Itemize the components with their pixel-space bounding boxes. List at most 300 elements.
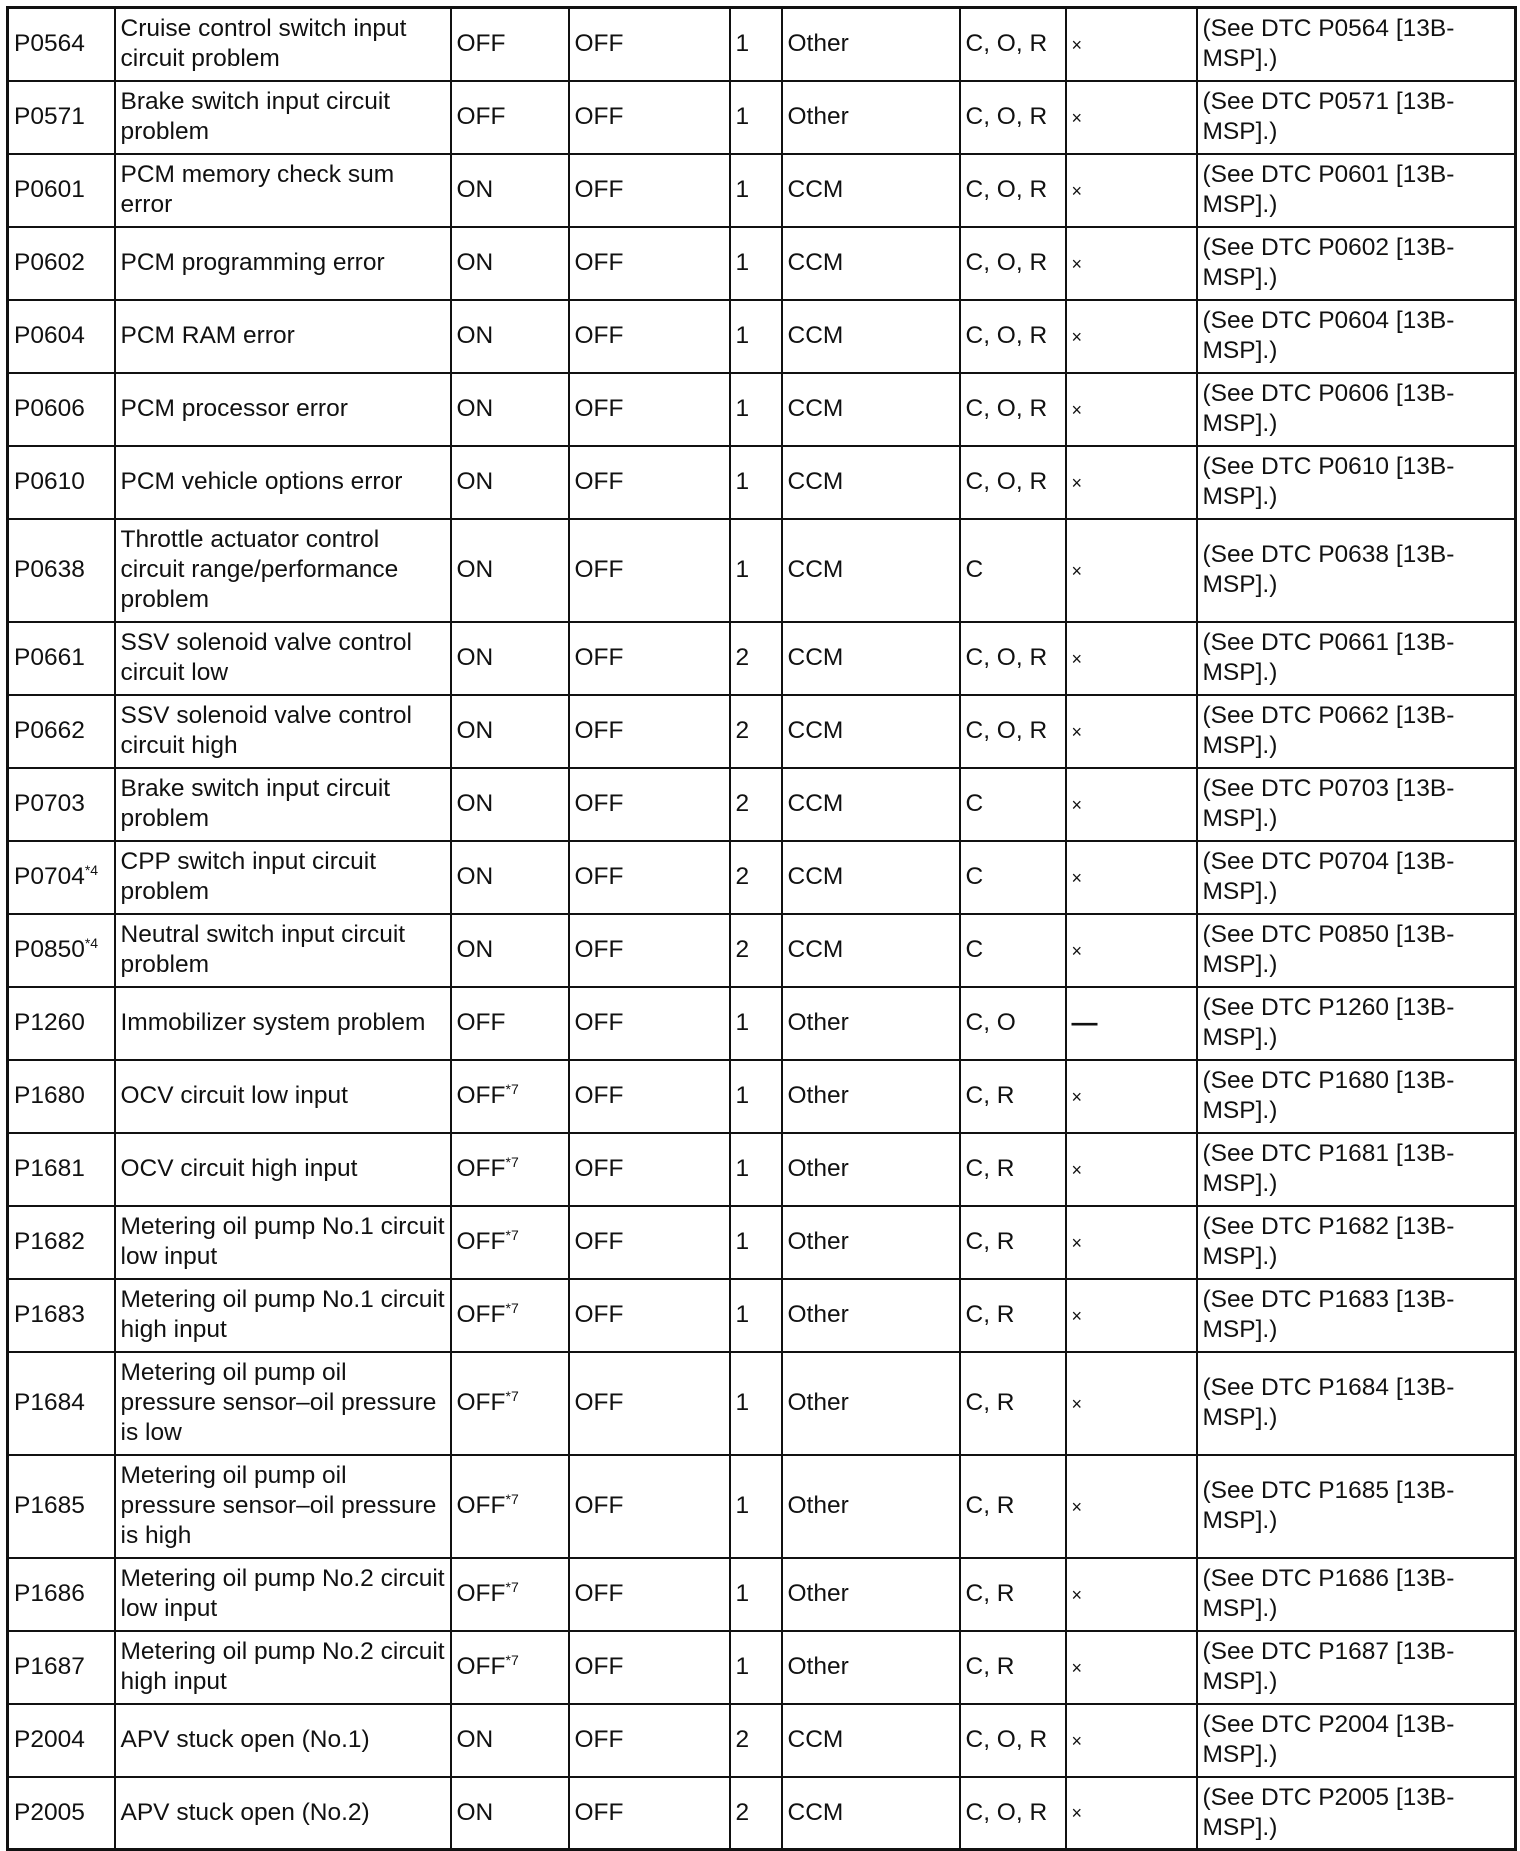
- page-reference: (See DTC P0703 [13B-MSP].): [1197, 768, 1516, 841]
- mil-cell: [451, 1455, 569, 1558]
- dtc-code-cell: [8, 373, 115, 446]
- page-reference: (See DTC P1684 [13B-MSP].): [1197, 1352, 1516, 1455]
- self-test-mark: ×: [1071, 1584, 1083, 1605]
- self-test-cell: [1066, 1558, 1197, 1631]
- self-test-mark: ×: [1071, 940, 1083, 961]
- dtc-code: P0661: [14, 644, 85, 671]
- self-test-mark: ×: [1071, 180, 1083, 201]
- generator-light-value: OFF: [569, 914, 730, 987]
- mil-value: ON: [456, 395, 494, 422]
- self-test-mark: ×: [1071, 1159, 1083, 1180]
- page-reference: (See DTC P0604 [13B-MSP].): [1197, 300, 1516, 373]
- self-test-mark: ×: [1071, 1657, 1083, 1678]
- dtc-memory-value: C: [960, 768, 1066, 841]
- drive-cycle-value: 2: [730, 1704, 782, 1777]
- page-reference: (See DTC P1686 [13B-MSP].): [1197, 1558, 1516, 1631]
- generator-light-value: OFF: [569, 1060, 730, 1133]
- table-row: [8, 1631, 1516, 1704]
- self-test-mark: ×: [1071, 1232, 1083, 1253]
- drive-cycle-value: 1: [730, 8, 782, 81]
- mil-value: OFF: [456, 1580, 506, 1607]
- monitor-item-value: CCM: [782, 300, 960, 373]
- mil-cell: [451, 300, 569, 373]
- generator-light-value: OFF: [569, 1352, 730, 1455]
- mil-footnote: *7: [505, 1387, 519, 1404]
- monitor-item-value: CCM: [782, 695, 960, 768]
- drive-cycle-value: 1: [730, 373, 782, 446]
- monitor-item-value: CCM: [782, 768, 960, 841]
- monitor-item-value: Other: [782, 1279, 960, 1352]
- mil-cell: [451, 154, 569, 227]
- mil-value: OFF: [456, 1009, 506, 1036]
- generator-light-value: OFF: [569, 1206, 730, 1279]
- monitor-item-value: Other: [782, 1558, 960, 1631]
- generator-light-value: OFF: [569, 987, 730, 1060]
- self-test-mark: ×: [1071, 1730, 1083, 1751]
- generator-light-value: OFF: [569, 154, 730, 227]
- dtc-description: APV stuck open (No.2): [115, 1777, 451, 1850]
- monitor-item-value: Other: [782, 1206, 960, 1279]
- dtc-description: SSV solenoid valve control circuit high: [115, 695, 451, 768]
- mil-cell: [451, 1206, 569, 1279]
- dtc-code: P1686: [14, 1580, 85, 1607]
- mil-cell: [451, 987, 569, 1060]
- monitor-item-value: Other: [782, 81, 960, 154]
- mil-value: ON: [456, 644, 494, 671]
- dtc-description: OCV circuit high input: [115, 1133, 451, 1206]
- mil-cell: [451, 227, 569, 300]
- monitor-item-value: CCM: [782, 1704, 960, 1777]
- mil-value: ON: [456, 863, 494, 890]
- dtc-description: Brake switch input circuit problem: [115, 768, 451, 841]
- dtc-code-cell: [8, 695, 115, 768]
- drive-cycle-value: 2: [730, 622, 782, 695]
- dtc-memory-value: C, R: [960, 1455, 1066, 1558]
- generator-light-value: OFF: [569, 1279, 730, 1352]
- mil-value: ON: [456, 1726, 494, 1753]
- self-test-cell: [1066, 300, 1197, 373]
- self-test-cell: [1066, 8, 1197, 81]
- dtc-code: P0610: [14, 468, 85, 495]
- drive-cycle-value: 1: [730, 1206, 782, 1279]
- drive-cycle-value: 1: [730, 1279, 782, 1352]
- table-row: [8, 300, 1516, 373]
- dtc-code-cell: [8, 1704, 115, 1777]
- dtc-description: PCM vehicle options error: [115, 446, 451, 519]
- generator-light-value: OFF: [569, 695, 730, 768]
- page-reference: (See DTC P1681 [13B-MSP].): [1197, 1133, 1516, 1206]
- drive-cycle-value: 2: [730, 768, 782, 841]
- generator-light-value: OFF: [569, 1455, 730, 1558]
- self-test-cell: [1066, 519, 1197, 622]
- table-row: [8, 1060, 1516, 1133]
- page-reference: (See DTC P0602 [13B-MSP].): [1197, 227, 1516, 300]
- dtc-code-cell: [8, 1352, 115, 1455]
- mil-value: OFF: [456, 1228, 506, 1255]
- dtc-code-cell: [8, 914, 115, 987]
- page-reference: (See DTC P0564 [13B-MSP].): [1197, 8, 1516, 81]
- self-test-mark: ×: [1071, 1305, 1083, 1326]
- dtc-description: Brake switch input circuit problem: [115, 81, 451, 154]
- mil-cell: [451, 841, 569, 914]
- dtc-memory-value: C, O, R: [960, 1777, 1066, 1850]
- table-row: [8, 1206, 1516, 1279]
- monitor-item-value: CCM: [782, 446, 960, 519]
- mil-value: ON: [456, 556, 494, 583]
- dtc-code-cell: [8, 841, 115, 914]
- table-row: [8, 622, 1516, 695]
- mil-cell: [451, 1631, 569, 1704]
- dtc-code: P1680: [14, 1082, 85, 1109]
- drive-cycle-value: 1: [730, 987, 782, 1060]
- monitor-item-value: CCM: [782, 154, 960, 227]
- dtc-description: Metering oil pump oil pressure sensor–oil pressure is low: [115, 1352, 451, 1455]
- self-test-mark: ×: [1071, 1496, 1083, 1517]
- mil-value: ON: [456, 249, 494, 276]
- generator-light-value: OFF: [569, 622, 730, 695]
- dtc-memory-value: C, O, R: [960, 1704, 1066, 1777]
- self-test-cell: [1066, 622, 1197, 695]
- dtc-code-cell: [8, 1279, 115, 1352]
- page-reference: (See DTC P1682 [13B-MSP].): [1197, 1206, 1516, 1279]
- mil-cell: [451, 622, 569, 695]
- monitor-item-value: Other: [782, 1631, 960, 1704]
- monitor-item-value: CCM: [782, 373, 960, 446]
- mil-cell: [451, 1279, 569, 1352]
- monitor-item-value: Other: [782, 1060, 960, 1133]
- self-test-cell: [1066, 1206, 1197, 1279]
- mil-footnote: *7: [505, 1080, 519, 1097]
- self-test-cell: [1066, 446, 1197, 519]
- mil-value: OFF: [456, 1155, 506, 1182]
- dtc-code: P0571: [14, 103, 85, 130]
- table-row: [8, 446, 1516, 519]
- dtc-description: Metering oil pump No.1 circuit low input: [115, 1206, 451, 1279]
- generator-light-value: OFF: [569, 1558, 730, 1631]
- dtc-code-cell: [8, 446, 115, 519]
- self-test-cell: [1066, 1777, 1197, 1850]
- dtc-code-cell: [8, 1133, 115, 1206]
- mil-value: ON: [456, 468, 494, 495]
- monitor-item-value: Other: [782, 8, 960, 81]
- monitor-item-value: CCM: [782, 227, 960, 300]
- mil-cell: [451, 914, 569, 987]
- page-reference: (See DTC P0661 [13B-MSP].): [1197, 622, 1516, 695]
- drive-cycle-value: 1: [730, 1133, 782, 1206]
- dtc-code: P1684: [14, 1389, 85, 1416]
- mil-footnote: *7: [505, 1226, 519, 1243]
- dtc-code: P0564: [14, 30, 85, 58]
- self-test-cell: [1066, 1133, 1197, 1206]
- dtc-code: P1260: [14, 1009, 85, 1036]
- self-test-mark: ×: [1071, 1393, 1083, 1414]
- dtc-code: P0604: [14, 322, 85, 349]
- drive-cycle-value: 1: [730, 81, 782, 154]
- code-footnote: *4: [84, 934, 99, 951]
- self-test-mark: ×: [1071, 399, 1083, 420]
- mil-value: ON: [456, 176, 494, 203]
- dtc-description: Metering oil pump oil pressure sensor–oil pressure is high: [115, 1455, 451, 1558]
- dtc-memory-value: C, O: [960, 987, 1066, 1060]
- generator-light-value: OFF: [569, 1631, 730, 1704]
- self-test-mark: ×: [1071, 34, 1083, 55]
- table-row: [8, 1777, 1516, 1850]
- dtc-description: Immobilizer system problem: [115, 987, 451, 1060]
- table-row: [8, 154, 1516, 227]
- drive-cycle-value: 1: [730, 1352, 782, 1455]
- dtc-code: P0606: [14, 395, 85, 422]
- mil-cell: [451, 373, 569, 446]
- dtc-code-cell: [8, 1060, 115, 1133]
- dtc-description: CPP switch input circuit problem: [115, 841, 451, 914]
- table-row: [8, 1558, 1516, 1631]
- page-reference: (See DTC P0638 [13B-MSP].): [1197, 519, 1516, 622]
- mil-cell: [451, 1558, 569, 1631]
- self-test-cell: [1066, 373, 1197, 446]
- page-reference: (See DTC P0662 [13B-MSP].): [1197, 695, 1516, 768]
- generator-light-value: OFF: [569, 768, 730, 841]
- page-reference: (See DTC P1683 [13B-MSP].): [1197, 1279, 1516, 1352]
- self-test-mark: ×: [1071, 721, 1083, 742]
- dtc-code: P1681: [14, 1155, 85, 1182]
- generator-light-value: OFF: [569, 446, 730, 519]
- dtc-memory-value: C, O, R: [960, 227, 1066, 300]
- table-row: [8, 768, 1516, 841]
- generator-light-value: OFF: [569, 81, 730, 154]
- drive-cycle-value: 2: [730, 841, 782, 914]
- table-row: [8, 519, 1516, 622]
- dtc-description: PCM processor error: [115, 373, 451, 446]
- mil-value: OFF: [456, 30, 506, 58]
- mil-footnote: *7: [505, 1651, 519, 1668]
- mil-cell: [451, 768, 569, 841]
- dtc-code-cell: [8, 1558, 115, 1631]
- page-reference: (See DTC P0850 [13B-MSP].): [1197, 914, 1516, 987]
- page-reference: (See DTC P0601 [13B-MSP].): [1197, 154, 1516, 227]
- dtc-code: P2005: [14, 1798, 85, 1826]
- generator-light-value: OFF: [569, 373, 730, 446]
- drive-cycle-value: 1: [730, 519, 782, 622]
- table-row: [8, 8, 1516, 81]
- dtc-memory-value: C, R: [960, 1133, 1066, 1206]
- dtc-description: Metering oil pump No.2 circuit high input: [115, 1631, 451, 1704]
- self-test-cell: [1066, 914, 1197, 987]
- table-row: [8, 987, 1516, 1060]
- dtc-code: P0638: [14, 556, 85, 583]
- page-reference: (See DTC P0571 [13B-MSP].): [1197, 81, 1516, 154]
- self-test-cell: [1066, 695, 1197, 768]
- dtc-description: PCM RAM error: [115, 300, 451, 373]
- table-row: [8, 227, 1516, 300]
- drive-cycle-value: 1: [730, 1060, 782, 1133]
- self-test-cell: [1066, 81, 1197, 154]
- dtc-code-cell: [8, 1455, 115, 1558]
- dtc-table: [6, 6, 1517, 1851]
- mil-value: OFF: [456, 103, 506, 130]
- mil-footnote: *7: [505, 1578, 519, 1595]
- dtc-code: P0704: [14, 863, 85, 890]
- dtc-memory-value: C: [960, 841, 1066, 914]
- dtc-memory-value: C, O, R: [960, 446, 1066, 519]
- mil-value: ON: [456, 717, 494, 744]
- self-test-cell: [1066, 154, 1197, 227]
- dtc-code: P1682: [14, 1228, 85, 1255]
- mil-value: OFF: [456, 1082, 506, 1109]
- drive-cycle-value: 2: [730, 914, 782, 987]
- mil-value: ON: [456, 1798, 494, 1826]
- drive-cycle-value: 1: [730, 154, 782, 227]
- page-reference: (See DTC P2004 [13B-MSP].): [1197, 1704, 1516, 1777]
- table-row: [8, 1352, 1516, 1455]
- dtc-code-cell: [8, 622, 115, 695]
- self-test-cell: [1066, 841, 1197, 914]
- table-row: [8, 81, 1516, 154]
- dtc-code-cell: [8, 81, 115, 154]
- monitor-item-value: Other: [782, 1352, 960, 1455]
- dtc-memory-value: C, R: [960, 1558, 1066, 1631]
- generator-light-value: OFF: [569, 300, 730, 373]
- self-test-cell: [1066, 768, 1197, 841]
- generator-light-value: OFF: [569, 1777, 730, 1850]
- self-test-mark: ×: [1071, 867, 1083, 888]
- mil-footnote: *7: [505, 1490, 519, 1507]
- self-test-cell: [1066, 227, 1197, 300]
- dtc-memory-value: C, R: [960, 1060, 1066, 1133]
- dtc-code: P0601: [14, 176, 85, 203]
- monitor-item-value: Other: [782, 1455, 960, 1558]
- dtc-description: Neutral switch input circuit problem: [115, 914, 451, 987]
- mil-footnote: *7: [505, 1153, 519, 1170]
- dtc-code: P1683: [14, 1301, 85, 1328]
- dtc-memory-value: C, O, R: [960, 695, 1066, 768]
- drive-cycle-value: 1: [730, 1631, 782, 1704]
- dtc-code-cell: [8, 768, 115, 841]
- monitor-item-value: CCM: [782, 914, 960, 987]
- dtc-description: PCM memory check sum error: [115, 154, 451, 227]
- mil-value: ON: [456, 322, 494, 349]
- self-test-cell: [1066, 1631, 1197, 1704]
- dtc-memory-value: C: [960, 519, 1066, 622]
- dtc-code-cell: [8, 1631, 115, 1704]
- dtc-code-cell: [8, 1777, 115, 1850]
- dtc-memory-value: C, O, R: [960, 373, 1066, 446]
- self-test-cell: [1066, 1279, 1197, 1352]
- table-row: [8, 841, 1516, 914]
- dtc-description: Metering oil pump No.2 circuit low input: [115, 1558, 451, 1631]
- self-test-mark: ×: [1071, 648, 1083, 669]
- page-reference: (See DTC P0704 [13B-MSP].): [1197, 841, 1516, 914]
- dtc-memory-value: C: [960, 914, 1066, 987]
- page-reference: (See DTC P1685 [13B-MSP].): [1197, 1455, 1516, 1558]
- monitor-item-value: Other: [782, 987, 960, 1060]
- dtc-memory-value: C, R: [960, 1279, 1066, 1352]
- self-test-mark: ×: [1071, 794, 1083, 815]
- self-test-cell: [1066, 987, 1197, 1060]
- dtc-code: P2004: [14, 1726, 85, 1753]
- self-test-cell: [1066, 1704, 1197, 1777]
- drive-cycle-value: 2: [730, 695, 782, 768]
- self-test-cell: [1066, 1352, 1197, 1455]
- generator-light-value: OFF: [569, 519, 730, 622]
- mil-cell: [451, 1704, 569, 1777]
- page-reference: (See DTC P1260 [13B-MSP].): [1197, 987, 1516, 1060]
- drive-cycle-value: 1: [730, 300, 782, 373]
- dtc-code: P1685: [14, 1492, 85, 1519]
- table-row: [8, 1279, 1516, 1352]
- page-reference: (See DTC P1680 [13B-MSP].): [1197, 1060, 1516, 1133]
- dtc-description: Throttle actuator control circuit range/performance problem: [115, 519, 451, 622]
- dtc-memory-value: C, O, R: [960, 8, 1066, 81]
- self-test-mark: ×: [1071, 107, 1083, 128]
- drive-cycle-value: 1: [730, 1558, 782, 1631]
- generator-light-value: OFF: [569, 1133, 730, 1206]
- dtc-code-cell: [8, 519, 115, 622]
- monitor-item-value: Other: [782, 1133, 960, 1206]
- mil-footnote: *7: [505, 1299, 519, 1316]
- table-row: [8, 695, 1516, 768]
- dtc-memory-value: C, O, R: [960, 154, 1066, 227]
- page-reference: (See DTC P2005 [13B-MSP].): [1197, 1777, 1516, 1850]
- table-row: [8, 1133, 1516, 1206]
- mil-cell: [451, 1060, 569, 1133]
- page-reference: (See DTC P0606 [13B-MSP].): [1197, 373, 1516, 446]
- drive-cycle-value: 1: [730, 446, 782, 519]
- generator-light-value: OFF: [569, 8, 730, 81]
- dtc-code: P0850: [14, 936, 85, 963]
- self-test-mark: ×: [1071, 253, 1083, 274]
- dtc-code-cell: [8, 8, 115, 81]
- self-test-mark: ×: [1071, 326, 1083, 347]
- dtc-memory-value: C, R: [960, 1206, 1066, 1279]
- dtc-memory-value: C, R: [960, 1631, 1066, 1704]
- mil-cell: [451, 519, 569, 622]
- code-footnote: *4: [84, 861, 99, 878]
- dtc-code-cell: [8, 300, 115, 373]
- dtc-memory-value: C, R: [960, 1352, 1066, 1455]
- dtc-code: P1687: [14, 1653, 85, 1680]
- dtc-memory-value: C, O, R: [960, 81, 1066, 154]
- mil-cell: [451, 1133, 569, 1206]
- mil-cell: [451, 446, 569, 519]
- generator-light-value: OFF: [569, 1704, 730, 1777]
- dtc-description: PCM programming error: [115, 227, 451, 300]
- self-test-cell: [1066, 1060, 1197, 1133]
- self-test-mark: ×: [1071, 1086, 1083, 1107]
- dtc-memory-value: C, O, R: [960, 622, 1066, 695]
- mil-value: OFF: [456, 1492, 506, 1519]
- dtc-code-cell: [8, 227, 115, 300]
- table-row: [8, 914, 1516, 987]
- self-test-cell: [1066, 1455, 1197, 1558]
- dtc-code: P0662: [14, 717, 85, 744]
- page-reference: (See DTC P1687 [13B-MSP].): [1197, 1631, 1516, 1704]
- mil-value: OFF: [456, 1301, 506, 1328]
- dtc-code-cell: [8, 987, 115, 1060]
- self-test-mark: ×: [1071, 560, 1083, 581]
- mil-cell: [451, 8, 569, 81]
- monitor-item-value: CCM: [782, 1777, 960, 1850]
- generator-light-value: OFF: [569, 227, 730, 300]
- dtc-code: P0602: [14, 249, 85, 276]
- dtc-description: OCV circuit low input: [115, 1060, 451, 1133]
- self-test-mark: —: [1071, 1007, 1098, 1037]
- mil-cell: [451, 695, 569, 768]
- mil-value: ON: [456, 790, 494, 817]
- self-test-mark: ×: [1071, 1803, 1083, 1824]
- mil-cell: [451, 1352, 569, 1455]
- dtc-memory-value: C, O, R: [960, 300, 1066, 373]
- dtc-description: Cruise control switch input circuit problem: [115, 8, 451, 81]
